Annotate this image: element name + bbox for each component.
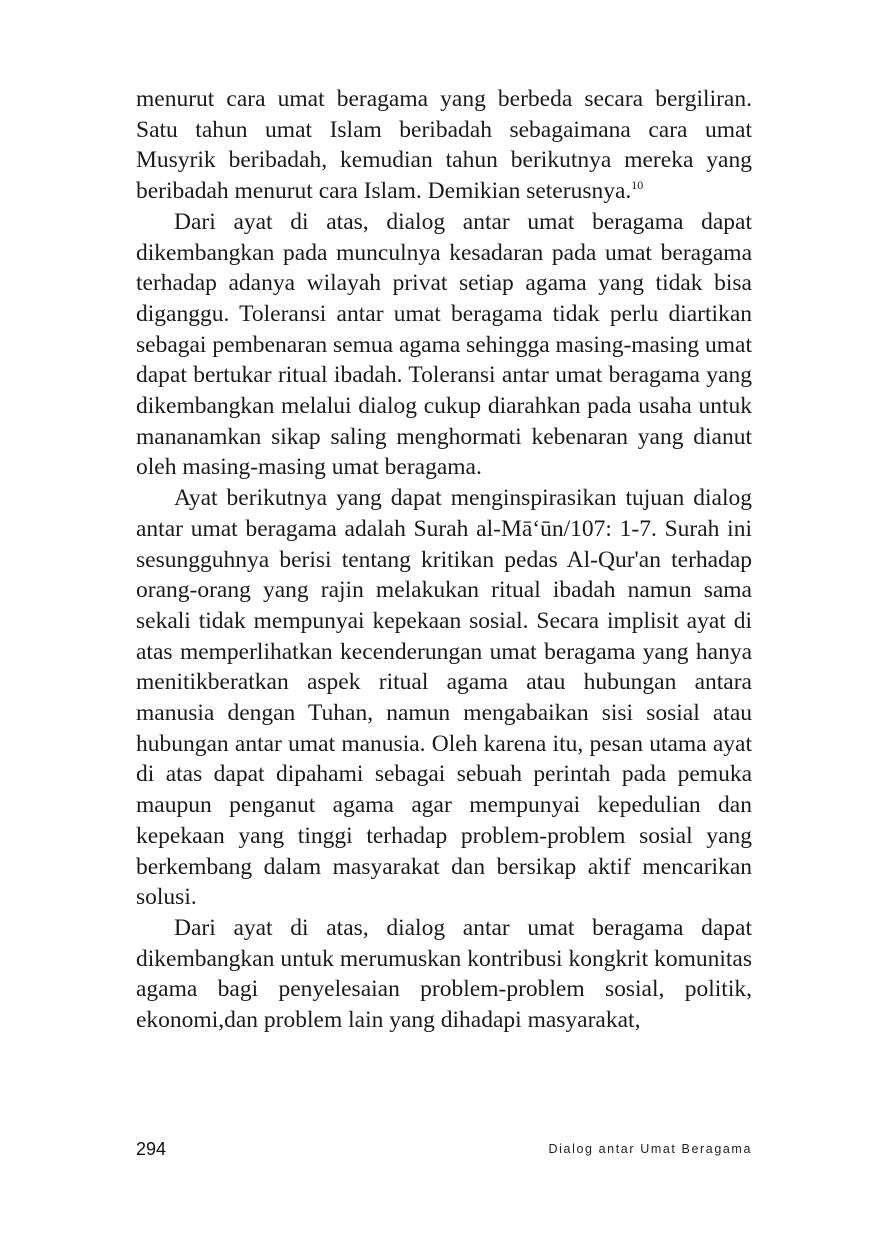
- paragraph-continued: [136, 84, 752, 207]
- footnote-marker: 10: [631, 178, 644, 193]
- body-text: [136, 84, 752, 1036]
- page-footer: [136, 1137, 752, 1161]
- paragraph: Dari ayat di atas, dialog antar umat beragama dapat dikembangkan untuk merumuskan kontribusi kongkrit komunitas agama bagi penyelesaian problem-problem sosial, politik, ekonomi,dan problem lain yang dihadapi masyarakat,: [136, 914, 752, 1034]
- paragraph-text: menurut cara umat beragama yang berbeda secara bergiliran. Satu tahun umat Islam beribadah sebagaimana cara umat Musyrik beribadah, kemudian tahun berikutnya mereka yang beribadah menurut cara Islam. Demikian seterusnya.: [136, 86, 752, 205]
- running-title: Dialog antar Umat Beragama: [548, 1142, 752, 1156]
- paragraph: Ayat berikutnya yang dapat menginspirasikan tujuan dialog antar umat beragama adalah Surah al-Mā‘ūn/107: 1-7. Surah ini sesungguhnya berisi tentang kritikan pedas Al-Qur'an terhadap orang-orang yang rajin melakukan ritual ibadah namun sama sekali tidak mempunyai kepekaan sosial. Secara implisit ayat di atas memperlihatkan kecenderungan umat beragama yang hanya menitikberatkan aspek ritual agama atau hubungan antara manusia dengan Tuhan, namun mengabaikan sisi sosial atau hubungan antar umat manusia. Oleh karena itu, pesan utama ayat di atas dapat dipahami sebagai sebuah perintah pada pemuka maupun penganut agama agar mempunyai kepedulian dan kepekaan yang tinggi terhadap problem-problem sosial yang berkembang dalam masyarakat dan bersikap aktif mencarikan solusi.: [136, 485, 752, 911]
- page-number: 294: [136, 1139, 167, 1159]
- paragraph: Dari ayat di atas, dialog antar umat beragama dapat dikembangkan pada munculnya kesadaran pada umat beragama terhadap adanya wilayah privat setiap agama yang tidak bisa diganggu. Toleransi antar umat beragama tidak perlu diartikan sebagai pembenaran semua agama sehingga masing-masing umat dapat bertukar ritual ibadah. Toleransi antar umat beragama yang dikembangkan melalui dialog cukup diarahkan pada usaha untuk mananamkan sikap saling menghormati kebenaran yang dianut oleh masing-masing umat beragama.: [136, 208, 753, 481]
